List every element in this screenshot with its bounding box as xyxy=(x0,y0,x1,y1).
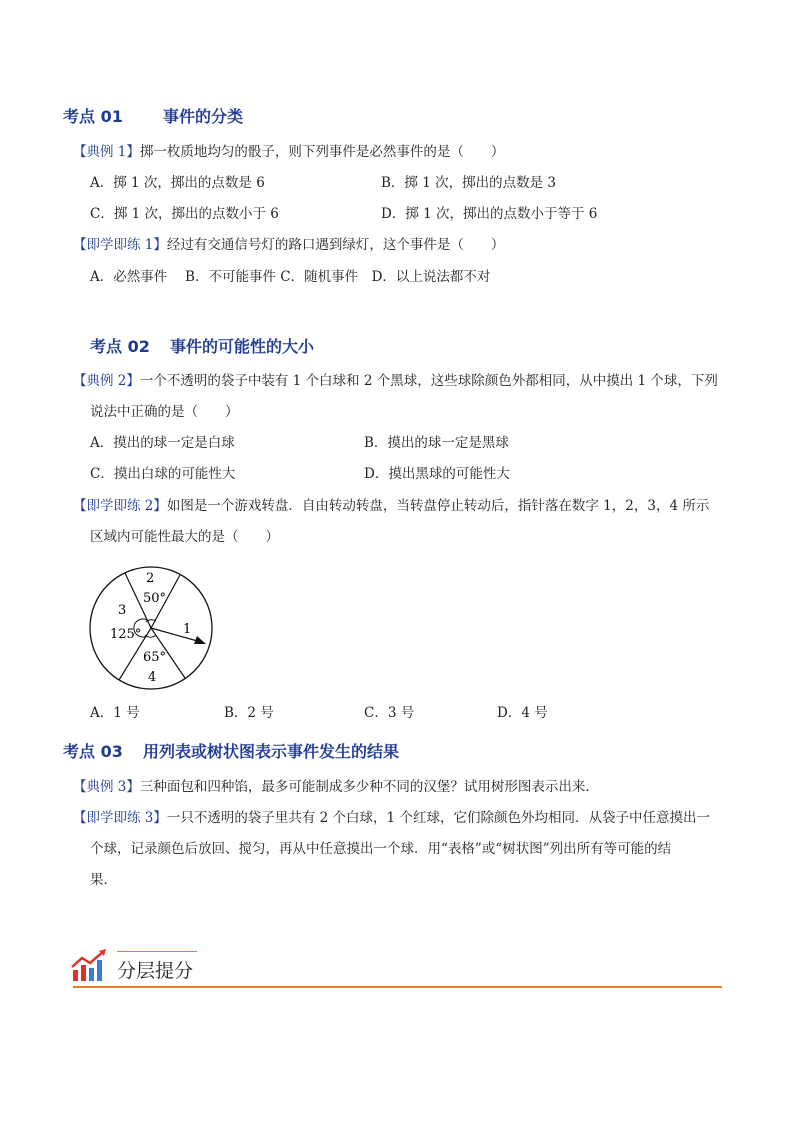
option-c: C．摸出白球的可能性大 xyxy=(90,466,236,482)
question-text-cont: 区域内可能性最大的是（ ） xyxy=(90,529,279,545)
option-d: D．掷 1 次，掷出的点数小于等于 6 xyxy=(381,206,598,222)
option-a: A．摸出的球一定是白球 xyxy=(90,435,235,451)
option-b: B．摸出的球一定是黑球 xyxy=(364,435,509,451)
question-text: 经过有交通信号灯的路口遇到绿灯，这个事件是（ ） xyxy=(166,237,505,253)
question-3 xyxy=(73,371,718,391)
question-6 xyxy=(73,808,710,828)
section-title-1 xyxy=(63,104,243,127)
sector-label-3: 3 xyxy=(118,603,127,618)
question-text: 一个不透明的袋子中装有 1 个白球和 2 个黑球，这些球除颜色外都相同，从中摸出 1 个球，下列 xyxy=(139,373,718,389)
footer-divider xyxy=(73,986,722,988)
question-tag: 【即学即练 1】 xyxy=(73,237,167,253)
option-c: C．3 号 xyxy=(364,705,415,721)
angle-label-4: 65° xyxy=(143,650,167,665)
question-tag: 【即学即练 3】 xyxy=(73,810,167,826)
question-text-cont: 说法中正确的是（ ） xyxy=(90,404,239,420)
section-number: 考点 03 xyxy=(63,742,123,761)
pointer-arrowhead xyxy=(194,636,206,644)
option-d: D．摸出黑球的可能性大 xyxy=(364,466,510,482)
question-tag: 【典例 3】 xyxy=(73,779,140,795)
section-number: 考点 02 xyxy=(90,337,150,356)
question-text-cont: 果． xyxy=(90,872,117,888)
question-text: 掷一枚质地均匀的骰子，则下列事件是必然事件的是（ ） xyxy=(139,144,505,160)
section-name: 事件的可能性的大小 xyxy=(170,337,315,356)
section-name: 事件的分类 xyxy=(163,107,244,126)
section-name: 用列表或树状图表示事件发生的结果 xyxy=(143,742,400,761)
option-a: A．1 号 xyxy=(90,705,140,721)
section-title-2 xyxy=(90,334,314,357)
footer-top-rule xyxy=(117,951,197,952)
options-line: A．必然事件 B．不可能事件 C．随机事件 D．以上说法都不对 xyxy=(90,269,491,285)
question-1 xyxy=(73,142,504,162)
question-tag: 【即学即练 2】 xyxy=(73,498,167,514)
question-tag: 【典例 1】 xyxy=(73,144,140,160)
question-text: 三种面包和四种馅，最多可能制成多少种不同的汉堡？试用树形图表示出来． xyxy=(139,779,599,795)
rising-chart-icon xyxy=(70,948,110,984)
angle-label-2: 50° xyxy=(143,591,167,606)
option-a: A．掷 1 次，掷出的点数是 6 xyxy=(90,175,265,191)
option-b: B．2 号 xyxy=(224,705,274,721)
option-c: C．掷 1 次，掷出的点数小于 6 xyxy=(90,206,279,222)
question-text: 一只不透明的袋子里共有 2 个白球，1 个红球，它们除颜色外均相同．从袋子中任意摸出一 xyxy=(166,810,710,826)
question-tag: 【典例 2】 xyxy=(73,373,140,389)
option-b: B．掷 1 次，掷出的点数是 3 xyxy=(381,175,556,191)
sector-label-4: 4 xyxy=(148,670,157,685)
sector-label-1: 1 xyxy=(183,622,192,637)
question-2 xyxy=(73,235,504,255)
question-text: 如图是一个游戏转盘．自由转动转盘，当转盘停止转动后，指针落在数字 1，2，3，4 所示 xyxy=(166,498,710,514)
question-5 xyxy=(73,777,599,797)
angle-label-3: 125° xyxy=(110,627,142,642)
question-text-cont: 个球，记录颜色后放回、搅匀，再从中任意摸出一个球．用“表格”或“树状图”列出所有等可能的结 xyxy=(90,841,672,857)
sector-label-2: 2 xyxy=(146,571,155,586)
section-number: 考点 01 xyxy=(63,107,123,126)
option-d: D．4 号 xyxy=(497,705,548,721)
section-title-3 xyxy=(63,739,399,762)
spinner-diagram xyxy=(88,562,223,692)
question-4 xyxy=(73,496,709,516)
footer-title: 分层提分 xyxy=(117,960,194,982)
